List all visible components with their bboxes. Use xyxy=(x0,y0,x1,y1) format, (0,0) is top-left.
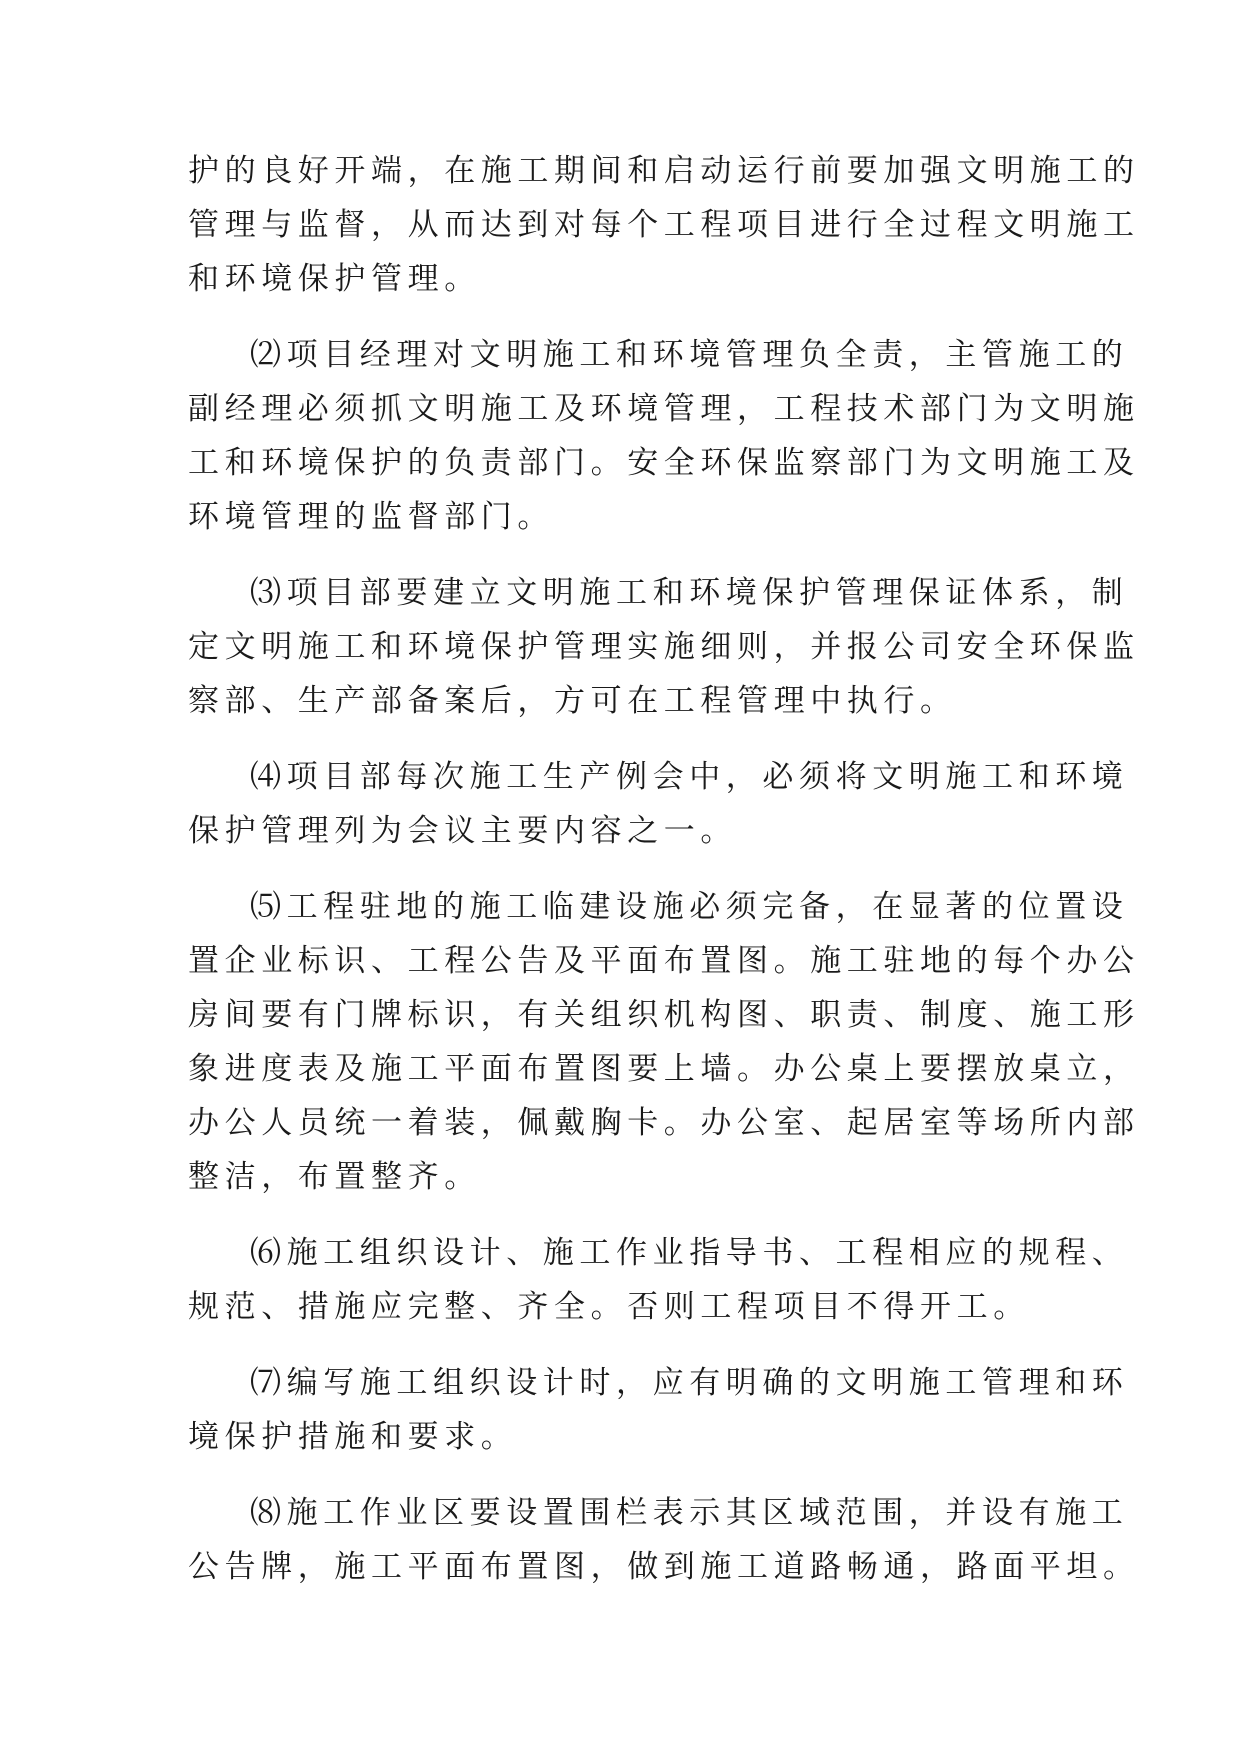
text-line: 管理与监督，从而达到对每个工程项目进行全过程文明施工 xyxy=(188,207,1140,243)
text-line: 工和环境保护的负责部门。安全环保监察部门为文明施工及 xyxy=(188,445,1140,481)
paragraph-8-start: ⑻施工作业区要设置围栏表示其区域范围，并设有施工 xyxy=(250,1495,1129,1531)
text-line: 整洁，布置整齐。 xyxy=(188,1159,481,1195)
paragraph-6-start: ⑹施工组织设计、施工作业指导书、工程相应的规程、 xyxy=(250,1235,1129,1271)
text-line: 公告牌，施工平面布置图，做到施工道路畅通，路面平坦。 xyxy=(188,1549,1140,1585)
text-line: 和环境保护管理。 xyxy=(188,261,481,297)
text-line: 定文明施工和环境保护管理实施细则，并报公司安全环保监 xyxy=(188,629,1140,665)
paragraph-4-start: ⑷项目部每次施工生产例会中，必须将文明施工和环境 xyxy=(250,759,1129,795)
paragraph-5-start: ⑸工程驻地的施工临建设施必须完备，在显著的位置设 xyxy=(250,889,1129,925)
text-line: 象进度表及施工平面布置图要上墙。办公桌上要摆放桌立， xyxy=(188,1051,1140,1087)
text-line: 护的良好开端，在施工期间和启动运行前要加强文明施工的 xyxy=(188,153,1140,189)
paragraph-3-start: ⑶项目部要建立文明施工和环境保护管理保证体系，制 xyxy=(250,575,1129,611)
text-line: 保护管理列为会议主要内容之一。 xyxy=(188,813,737,849)
text-line: 境保护措施和要求。 xyxy=(188,1419,518,1455)
text-line: 规范、措施应完整、齐全。否则工程项目不得开工。 xyxy=(188,1289,1030,1325)
text-line: 察部、生产部备案后，方可在工程管理中执行。 xyxy=(188,683,957,719)
paragraph-2-start: ⑵项目经理对文明施工和环境管理负全责，主管施工的 xyxy=(250,337,1129,373)
text-line: 置企业标识、工程公告及平面布置图。施工驻地的每个办公 xyxy=(188,943,1140,979)
text-line: 办公人员统一着装，佩戴胸卡。办公室、起居室等场所内部 xyxy=(188,1105,1140,1141)
text-line: 副经理必须抓文明施工及环境管理，工程技术部门为文明施 xyxy=(188,391,1140,427)
text-line: 房间要有门牌标识，有关组织机构图、职责、制度、施工形 xyxy=(188,997,1140,1033)
text-line: 环境管理的监督部门。 xyxy=(188,499,554,535)
paragraph-7-start: ⑺编写施工组织设计时，应有明确的文明施工管理和环 xyxy=(250,1365,1129,1401)
